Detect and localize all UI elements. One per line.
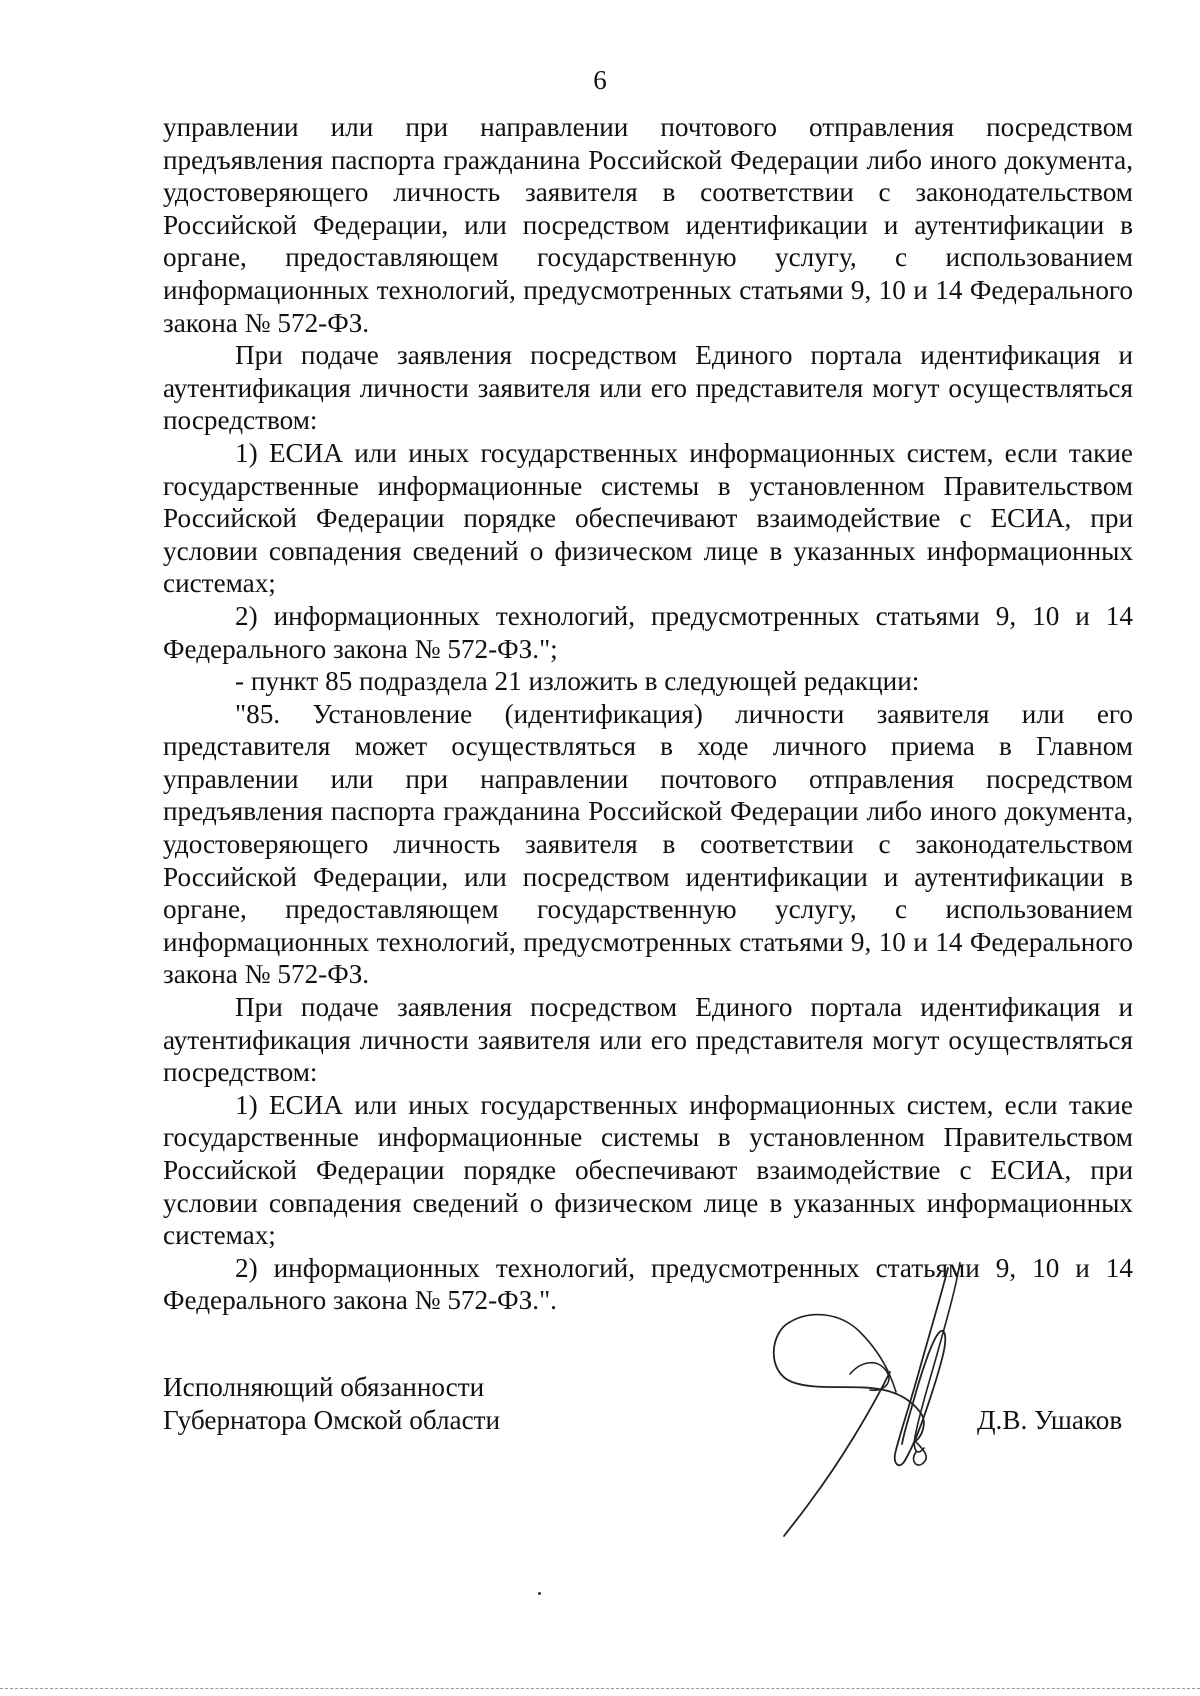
signature-stroke bbox=[790, 1315, 896, 1392]
signatory-position-line: Губернатора Омской области bbox=[163, 1405, 501, 1435]
signature-stroke bbox=[784, 1372, 890, 1536]
paragraph: "85. Установление (идентификация) личности заявителя или его представителя может осуществляться в ходе личного приема в Главном управлении или при направлении почтового отправления посредством предъявления паспорта гражданина Российской Федерации либо иного документа, удостоверяющего личность заявителя в соответствии с законодательством Российской Федерации, или посредством идентификации и аутентификации в органе, предоставляющем государственную услугу, с использованием информационных технологий, предусмотренных статьями 9, 10 и 14 Федерального закона № 572-ФЗ. bbox=[163, 698, 1133, 990]
paragraph: При подаче заявления посредством Единого портала идентификация и аутентификация личности заявителя или его представителя могут осуществляться посредством: bbox=[163, 992, 1133, 1088]
paragraph: При подаче заявления посредством Единого портала идентификация и аутентификация личности заявителя или его представителя могут осуществляться посредством: bbox=[163, 340, 1133, 436]
signature-stroke bbox=[774, 1322, 924, 1442]
scan-edge-line bbox=[0, 1688, 1200, 1690]
list-item-paragraph: 2) информационных технологий, предусмотренных статьями 9, 10 и 14 Федерального закона № 572-ФЗ.". bbox=[163, 1252, 1133, 1316]
page-number: 6 bbox=[593, 65, 607, 95]
scan-speck bbox=[538, 1592, 541, 1595]
list-item-paragraph: 2) информационных технологий, предусмотренных статьями 9, 10 и 14 Федерального закона № 572-ФЗ."; bbox=[163, 600, 1133, 664]
signature-stroke bbox=[914, 1442, 927, 1465]
signatory-name: Д.В. Ушаков bbox=[977, 1405, 1123, 1435]
amendment-paragraph: - пункт 85 подраздела 21 изложить в следующей редакции: bbox=[235, 666, 920, 697]
list-item-paragraph: 1) ЕСИА или иных государственных информационных систем, если такие государственные информационные системы в установленном Правительством Российской Федерации порядке обеспечивают взаимодействие с ЕСИА, при условии совпадения сведений о физическом лице в указанных информационных системах; bbox=[163, 1089, 1133, 1251]
signatory-position bbox=[163, 1371, 500, 1437]
paragraph: управлении или при направлении почтового отправления посредством предъявления паспорта гражданина Российской Федерации либо иного документа, удостоверяющего личность заявителя в соответствии с законодательством Российской Федерации, или посредством идентификации и аутентификации в органе, предоставляющем государственную услугу, с использованием информационных технологий, предусмотренных статьями 9, 10 и 14 Федерального закона № 572-ФЗ. bbox=[163, 112, 1133, 338]
signatory-position-line: Исполняющий обязанности bbox=[163, 1372, 485, 1402]
document-body bbox=[163, 111, 1133, 1317]
list-item-paragraph: 1) ЕСИА или иных государственных информационных систем, если такие государственные информационные системы в установленном Правительством Российской Федерации порядке обеспечивают взаимодействие с ЕСИА, при условии совпадения сведений о физическом лице в указанных информационных системах; bbox=[163, 437, 1133, 599]
